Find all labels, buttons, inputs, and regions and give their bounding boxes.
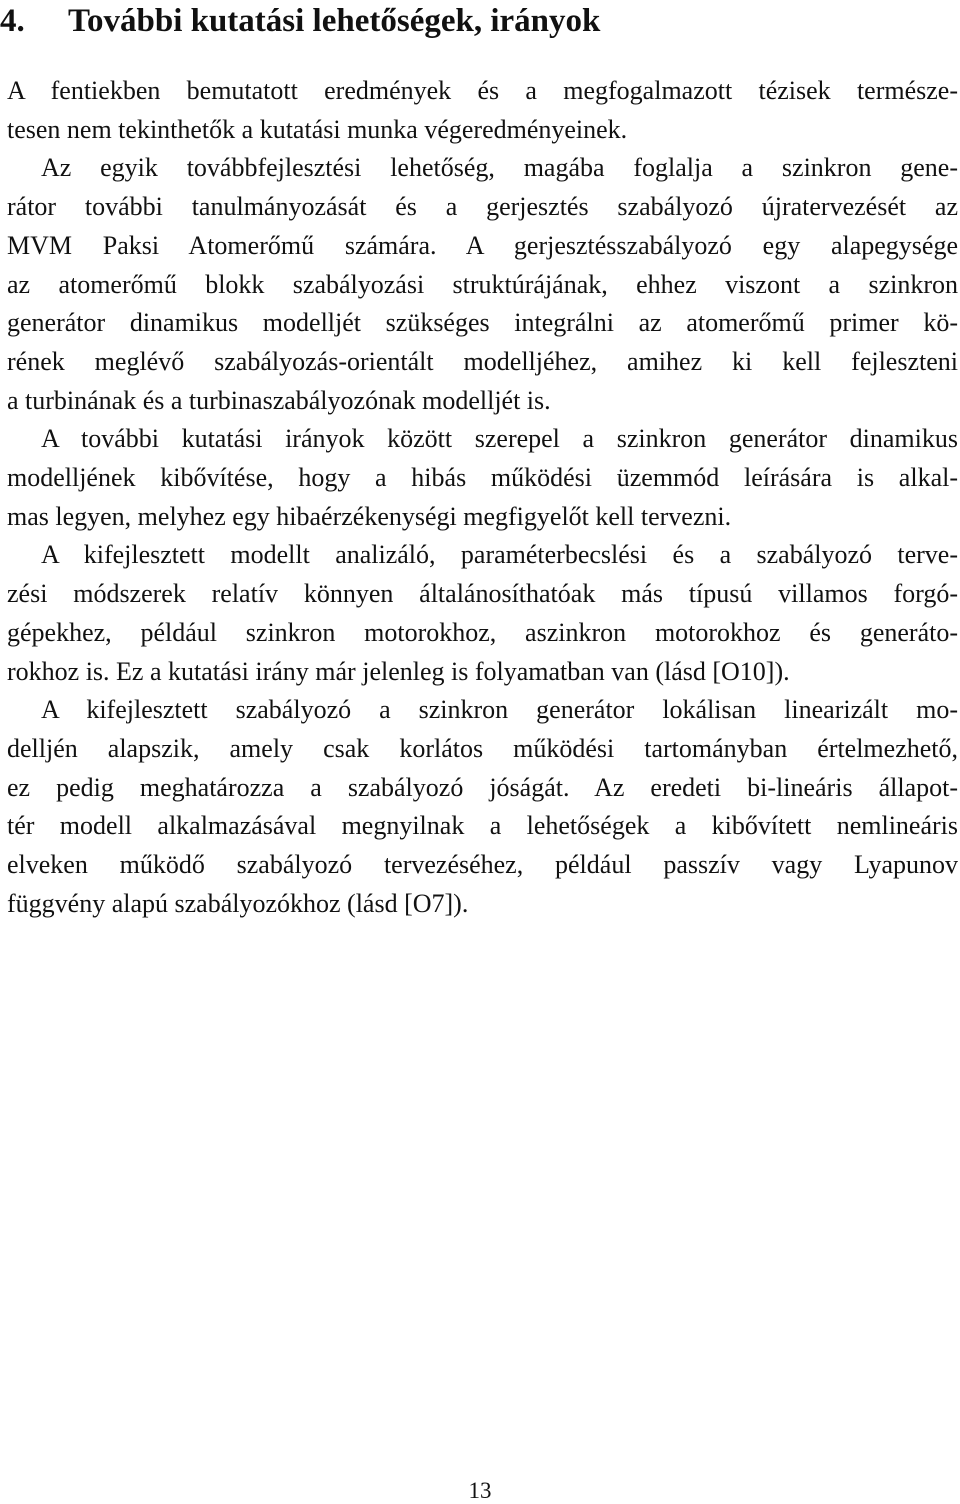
text-line: gépekhez, például szinkron motorokhoz, aszinkron motorokhoz és generáto- (7, 617, 958, 647)
text-line: rének meglévő szabályozás-orientált modelljéhez, amihez ki kell fejleszteni (7, 346, 958, 376)
text-line: az atomerőmű blokk szabályozási struktúrájának, ehhez viszont a szinkron (7, 269, 958, 299)
page-number: 13 (468, 1478, 492, 1503)
text-line: tesen nem tekinthetők a kutatási munka végeredményeinek. (7, 114, 628, 144)
text-line: generátor dinamikus modelljét szükséges integrálni az atomerőmű primer kö- (7, 308, 958, 338)
text-line: Az egyik továbbfejlesztési lehetőség, magába foglalja a szinkron gene- (41, 153, 958, 183)
text-line: MVM Paksi Atomerőmű számára. A gerjesztésszabályozó egy alapegysége (7, 230, 958, 260)
section-title: További kutatási lehetőségek, irányok (68, 3, 601, 39)
section-heading (0, 2, 960, 40)
text-line: delljén alapszik, amely csak korlátos működési tartományban értelmezhető, (7, 733, 958, 763)
text-line: ez pedig meghatározza a szabályozó jóságát. Az eredeti bi-lineáris állapot- (7, 772, 958, 802)
text-line: mas legyen, melyhez egy hibaérzékenységi megfigyelőt kell tervezni. (7, 501, 732, 531)
text-line: tér modell alkalmazásával megnyilnak a lehetőségek a kibővített nemlineáris (7, 811, 958, 841)
text-line: A kifejlesztett modellt analizáló, paraméterbecslési és a szabályozó terve- (41, 540, 958, 570)
text-line: rokhoz is. Ez a kutatási irány már jelenleg is folyamatban van (lásd [O10]). (7, 656, 790, 686)
text-line: zési módszerek relatív könnyen általánosíthatóak más típusú villamos forgó- (7, 579, 958, 609)
text-line: A fentiekben bemutatott eredmények és a megfogalmazott tézisek természe- (7, 76, 958, 105)
section-number: 4. (0, 3, 25, 39)
text-line: függvény alapú szabályozókhoz (lásd [O7]). (7, 888, 469, 918)
section-body (7, 72, 958, 923)
text-line: A további kutatási irányok között szerepel a szinkron generátor dinamikus (41, 424, 958, 454)
text-line: rátor további tanulmányozását és a gerjesztés szabályozó újratervezését az (7, 192, 958, 222)
text-line: elveken működő szabályozó tervezéséhez, például passzív vagy Lyapunov (7, 850, 958, 880)
text-line: modelljének kibővítése, hogy a hibás működési üzemmód leírására is alkal- (7, 463, 958, 493)
text-line: a turbinának és a turbinaszabályozónak modelljét is. (7, 385, 551, 415)
text-line: A kifejlesztett szabályozó a szinkron generátor lokálisan linearizált mo- (41, 695, 958, 725)
